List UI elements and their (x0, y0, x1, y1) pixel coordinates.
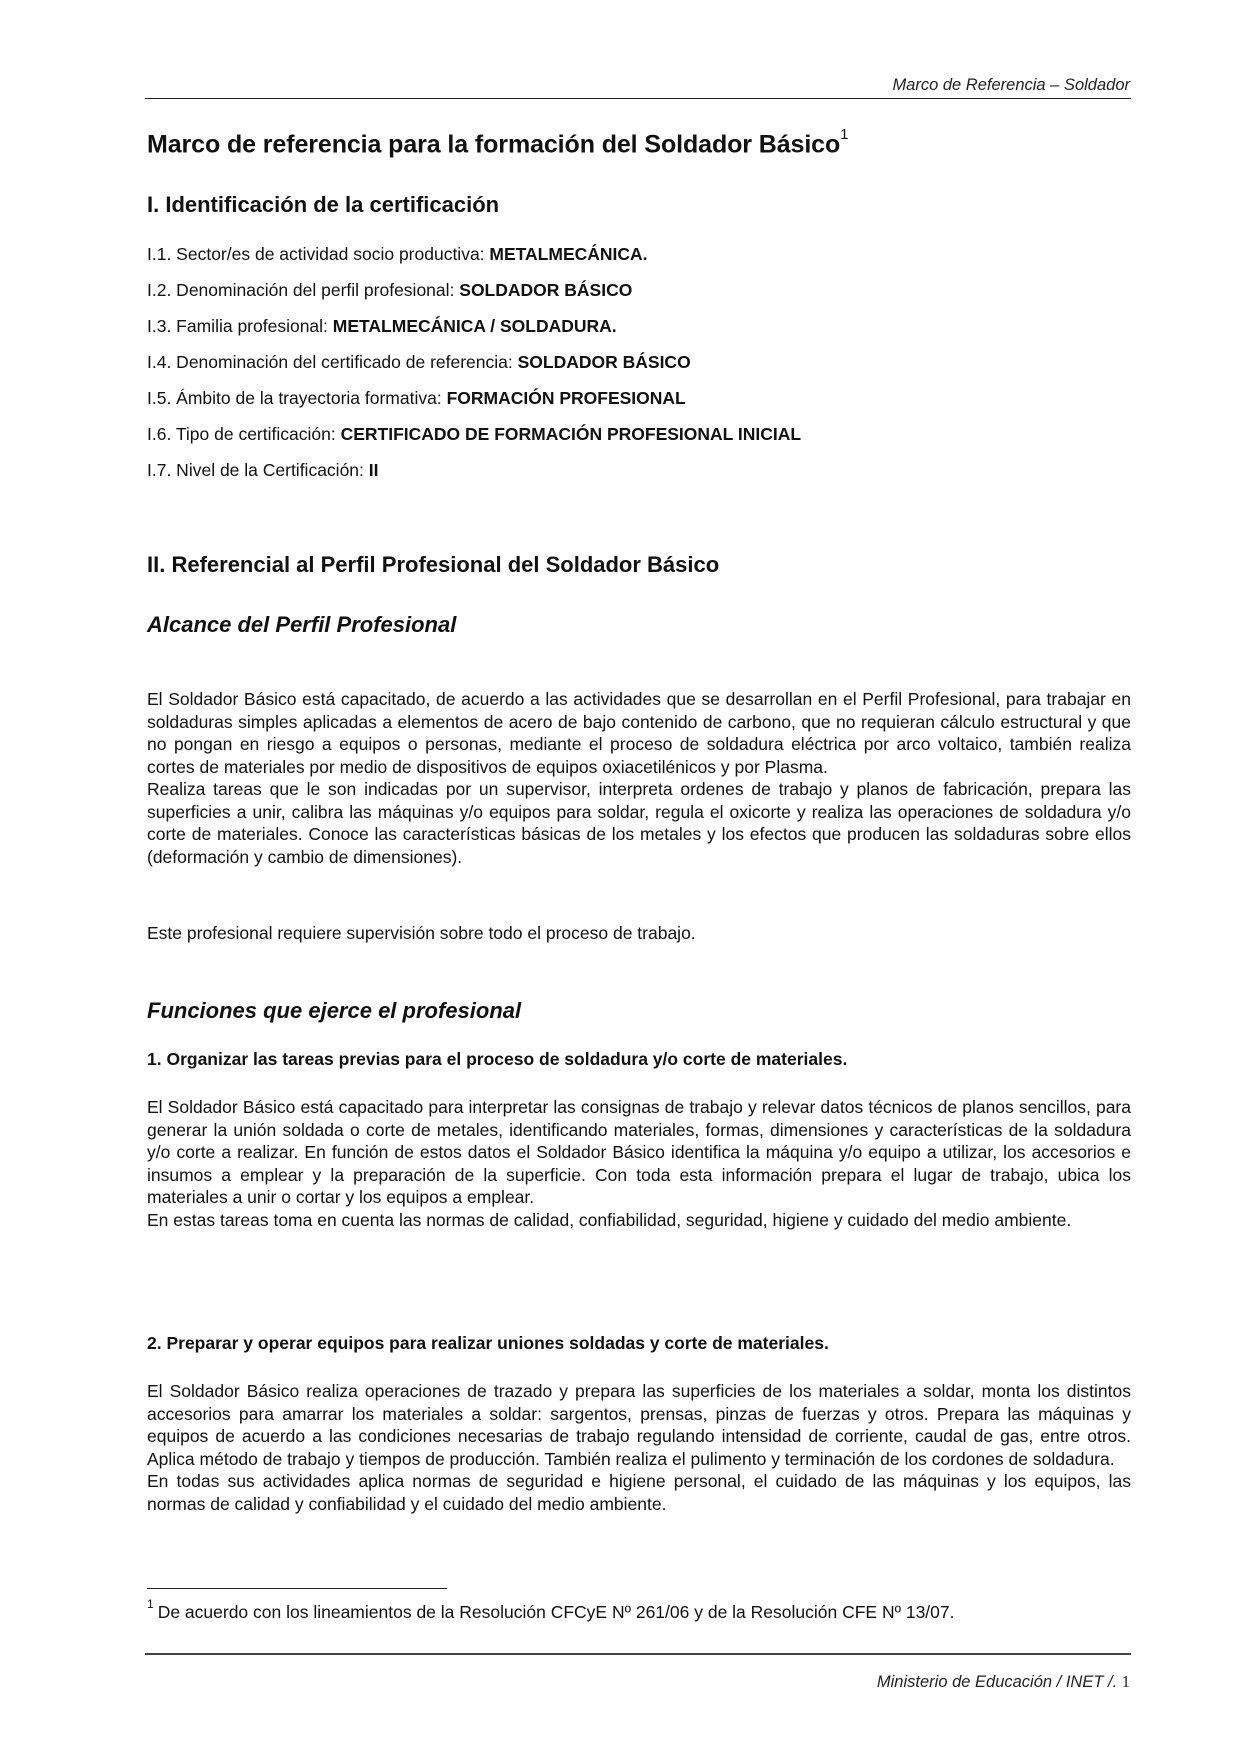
cert-item-7 (147, 460, 379, 481)
item-value: SOLDADOR BÁSICO (517, 352, 691, 372)
footer-rule (145, 1653, 1131, 1655)
page-footer (877, 1672, 1130, 1692)
paragraph: En todas sus actividades aplica normas de seguridad e higiene personal, el cuidado de las máquinas y los equipos, las normas de calidad y confiabilidad y el cuidado del medio ambiente. (147, 1471, 1131, 1514)
item-label: I.5. Ámbito de la trayectoria formativa: (147, 388, 447, 408)
paragraph: En estas tareas toma en cuenta las normas de calidad, confiabilidad, seguridad, higiene y cuidado del medio ambiente. (147, 1209, 1072, 1230)
footnote-marker: 1 (147, 1597, 154, 1611)
item-label: I.6. Tipo de certificación: (147, 424, 341, 444)
cert-item-5 (147, 388, 686, 409)
footnote-text: De acuerdo con los lineamientos de la Resolución CFCyE Nº 261/06 y de la Resolución CFE Nº 13/07. (157, 1601, 955, 1622)
subheading-alcance: Alcance del Perfil Profesional (147, 612, 457, 637)
page-number: 1 (1121, 1672, 1130, 1691)
item-label: I.2. Denominación del perfil profesional: (147, 280, 460, 300)
cert-item-4 (147, 352, 691, 373)
section-heading-referencial: II. Referencial al Perfil Profesional del Soldador Básico (147, 552, 720, 577)
paragraph: El Soldador Básico está capacitado, de acuerdo a las actividades que se desarrollan en el Perfil Profesional, para trabajar en soldaduras simples aplicadas a elementos de acero de bajo contenido de carbono, que no requieran cálculo estructural y que no pongan en riesgo a equipos o personas, mediante el proceso de soldadura eléctrica por arco voltaico, también realiza cortes de materiales por medio de dispositivos de equipos oxiacetilénicos y por Plasma. (147, 689, 1131, 777)
header-rule (145, 98, 1131, 99)
function-1-title: 1. Organizar las tareas previas para el proceso de soldadura y/o corte de materiales. (147, 1049, 848, 1069)
paragraph: Este profesional requiere supervisión sobre todo el proceso de trabajo. (147, 923, 696, 943)
item-label: I.3. Familia profesional: (147, 316, 333, 336)
item-value: METALMECÁNICA. (489, 244, 648, 264)
function-2-title: 2. Preparar y operar equipos para realizar uniones soldadas y corte de materiales. (147, 1333, 829, 1353)
document-title (147, 126, 849, 159)
paragraph: El Soldador Básico realiza operaciones de trazado y prepara las superficies de los materiales a soldar, monta los distintos accesorios para amarrar los materiales a soldar: sargentos, prensas, pinzas de fuerzas y otros. Prepara las máquinas y equipos de acuerdo a las condiciones necesarias de trabajo regulando intensidad de corriente, caudal de gas, entre otros. Aplica método de trabajo y tiempos de producción. También realiza el pulimento y terminación de los cordones de soldadura. (147, 1381, 1131, 1469)
footnote-separator (147, 1588, 447, 1589)
footnote-ref[interactable]: 1 (840, 126, 849, 143)
function-1-text (147, 1096, 1131, 1231)
item-value: II (368, 460, 379, 480)
alcance-note (147, 922, 1131, 945)
item-value: FORMACIÓN PROFESIONAL (446, 388, 686, 408)
cert-item-2 (147, 280, 632, 301)
item-value: SOLDADOR BÁSICO (459, 280, 633, 300)
cert-item-1 (147, 244, 648, 265)
footnote (147, 1597, 955, 1623)
item-label: I.7. Nivel de la Certificación: (147, 460, 369, 480)
item-label: I.4. Denominación del certificado de referencia: (147, 352, 518, 372)
paragraph: El Soldador Básico está capacitado para interpretar las consignas de trabajo y relevar datos técnicos de planos sencillos, para generar la unión soldada o corte de metales, identificando materiales, formas, dimensiones y características de la soldadura y/o corte a realizar. En función de estos datos el Soldador Básico identifica la máquina y/o equipo a utilizar, los accesorios e insumos a emplear y la preparación de la superficie. Con toda esta información prepara el lugar de trabajo, ubica los materiales a unir o cortar y los equipos a emplear. (147, 1097, 1131, 1207)
cert-item-6 (147, 424, 801, 445)
section-heading-identificacion: I. Identificación de la certificación (147, 192, 500, 217)
cert-item-3 (147, 316, 617, 337)
footer-text: Ministerio de Educación / INET /. (876, 1673, 1122, 1691)
paragraph: Realiza tareas que le son indicadas por un supervisor, interpreta ordenes de trabajo y planos de fabricación, prepara las superficies a unir, calibra las máquinas y/o equipos para soldar, regula el oxicorte y realiza las operaciones de soldadura y/o corte de materiales. Conoce las características básicas de los metales y los efectos que producen las soldaduras sobre ellos (deformación y cambio de dimensiones). (147, 779, 1131, 867)
alcance-text (147, 688, 1131, 868)
item-label: I.1. Sector/es de actividad socio productiva: (147, 244, 490, 264)
item-value: METALMECÁNICA / SOLDADURA. (332, 316, 617, 336)
item-value: CERTIFICADO DE FORMACIÓN PROFESIONAL INICIAL (340, 424, 802, 444)
running-header: Marco de Referencia – Soldador (892, 76, 1130, 94)
function-2-text (147, 1380, 1131, 1515)
title-text: Marco de referencia para la formación del Soldador Básico (147, 130, 841, 159)
subheading-funciones: Funciones que ejerce el profesional (147, 998, 522, 1023)
